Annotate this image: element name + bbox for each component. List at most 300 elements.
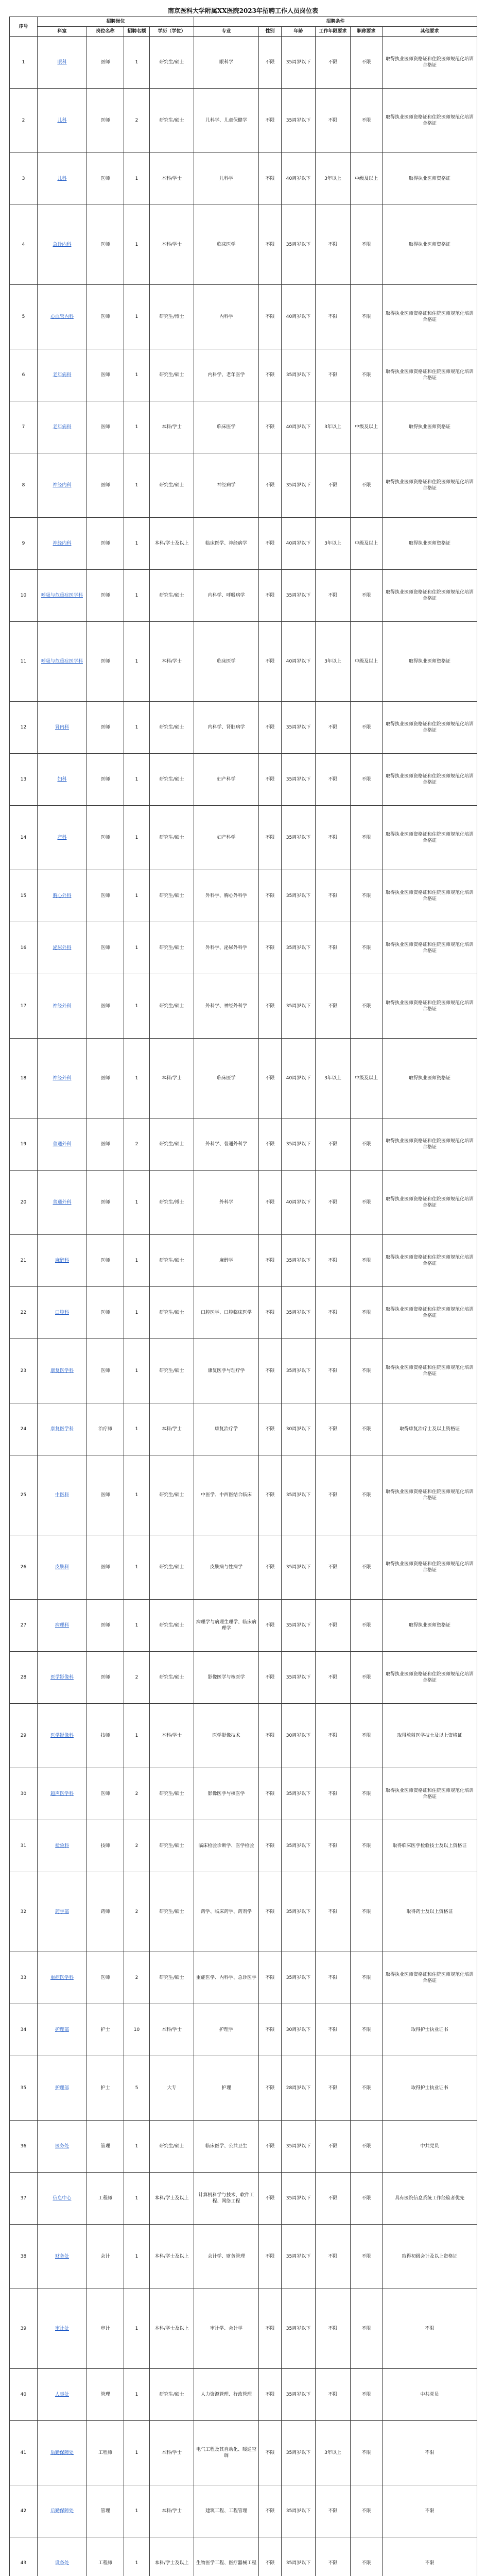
cell-age: 35周岁以下 <box>282 1535 316 1600</box>
cell-age: 40周岁以下 <box>282 285 316 349</box>
document-page <box>9 5 477 2576</box>
cell-dept[interactable]: 药学部 <box>38 1872 87 1952</box>
cell-experience: 不限 <box>316 1339 351 1403</box>
table-row <box>10 1235 477 1287</box>
cell-education: 研究生/硕士 <box>150 702 194 754</box>
cell-title-req: 不限 <box>351 922 383 974</box>
cell-seq: 37 <box>10 2173 38 2225</box>
cell-other: 不限 <box>383 2421 477 2485</box>
table-row <box>10 2537 477 2576</box>
cell-other: 取得执业医师资格证 <box>383 153 477 205</box>
cell-gender: 不限 <box>259 754 282 806</box>
cell-count: 1 <box>124 2421 150 2485</box>
cell-experience: 3年以上 <box>316 622 351 702</box>
cell-dept[interactable]: 儿科 <box>38 89 87 153</box>
cell-seq: 38 <box>10 2225 38 2289</box>
cell-dept[interactable]: 人事处 <box>38 2369 87 2421</box>
cell-gender: 不限 <box>259 89 282 153</box>
cell-title-req: 不限 <box>351 2289 383 2369</box>
cell-dept[interactable]: 妇科 <box>38 754 87 806</box>
cell-dept[interactable]: 检验科 <box>38 1820 87 1872</box>
cell-seq: 19 <box>10 1118 38 1171</box>
cell-gender: 不限 <box>259 2173 282 2225</box>
cell-post: 医师 <box>87 349 124 401</box>
cell-title-req: 中级及以上 <box>351 401 383 453</box>
cell-dept[interactable]: 康复医学科 <box>38 1403 87 1455</box>
cell-other: 取得执业医师资格证和住院医师规范化培训合格证 <box>383 1455 477 1535</box>
cell-age: 35周岁以下 <box>282 870 316 922</box>
cell-seq: 34 <box>10 2004 38 2056</box>
cell-dept[interactable]: 中医科 <box>38 1455 87 1535</box>
cell-experience: 3年以上 <box>316 401 351 453</box>
cell-seq: 16 <box>10 922 38 974</box>
cell-other: 取得护士执业证书 <box>383 2056 477 2121</box>
cell-post: 医师 <box>87 1455 124 1535</box>
table-row <box>10 1171 477 1235</box>
cell-major: 临床医学 <box>194 1039 259 1118</box>
cell-education: 本科/学士及以上 <box>150 2173 194 2225</box>
cell-seq: 12 <box>10 702 38 754</box>
cell-education: 研究生/硕士 <box>150 2369 194 2421</box>
cell-age: 35周岁以下 <box>282 89 316 153</box>
cell-dept[interactable]: 重症医学科 <box>38 1952 87 2004</box>
cell-experience: 不限 <box>316 2369 351 2421</box>
cell-count: 1 <box>124 349 150 401</box>
cell-major: 外科学 <box>194 1171 259 1235</box>
header-experience: 工作年限要求 <box>316 27 351 37</box>
cell-seq: 9 <box>10 518 38 570</box>
cell-dept[interactable]: 康复医学科 <box>38 1339 87 1403</box>
cell-dept[interactable]: 心血管内科 <box>38 285 87 349</box>
table-row <box>10 1455 477 1535</box>
cell-education: 研究生/硕士 <box>150 1535 194 1600</box>
cell-post: 医师 <box>87 1768 124 1820</box>
cell-major: 康复治疗学 <box>194 1403 259 1455</box>
cell-dept[interactable]: 普通外科 <box>38 1118 87 1171</box>
cell-education: 研究生/硕士 <box>150 1952 194 2004</box>
cell-education: 研究生/硕士 <box>150 1287 194 1339</box>
cell-post: 医师 <box>87 1600 124 1652</box>
table-row <box>10 974 477 1039</box>
cell-title-req: 不限 <box>351 2225 383 2289</box>
cell-experience: 不限 <box>316 1768 351 1820</box>
cell-major: 中医学、中西医结合临床 <box>194 1455 259 1535</box>
table-row <box>10 2121 477 2173</box>
cell-major: 临床医学、公共卫生 <box>194 2121 259 2173</box>
cell-experience: 不限 <box>316 702 351 754</box>
cell-dept[interactable]: 病理科 <box>38 1600 87 1652</box>
cell-dept[interactable]: 后勤保障处 <box>38 2485 87 2537</box>
cell-dept[interactable]: 财务处 <box>38 2225 87 2289</box>
cell-major: 审计学、会计学 <box>194 2289 259 2369</box>
cell-major: 建筑工程、工程管理 <box>194 2485 259 2537</box>
cell-other: 取得执业医师资格证和住院医师规范化培训合格证 <box>383 1287 477 1339</box>
cell-dept[interactable]: 胸心外科 <box>38 870 87 922</box>
cell-age: 30周岁以下 <box>282 1403 316 1455</box>
cell-other: 取得执业医师资格证和住院医师规范化培训合格证 <box>383 702 477 754</box>
cell-gender: 不限 <box>259 2485 282 2537</box>
cell-gender: 不限 <box>259 1339 282 1403</box>
cell-gender: 不限 <box>259 1118 282 1171</box>
cell-post: 管理 <box>87 2121 124 2173</box>
cell-major: 会计学、财务管理 <box>194 2225 259 2289</box>
cell-title-req: 不限 <box>351 1872 383 1952</box>
cell-gender: 不限 <box>259 1535 282 1600</box>
cell-title-req: 不限 <box>351 806 383 870</box>
cell-post: 医师 <box>87 622 124 702</box>
cell-gender: 不限 <box>259 1600 282 1652</box>
cell-title-req: 不限 <box>351 2056 383 2121</box>
cell-age: 35周岁以下 <box>282 349 316 401</box>
cell-major: 临床医学 <box>194 401 259 453</box>
table-row <box>10 922 477 974</box>
cell-major: 内科学、老年医学 <box>194 349 259 401</box>
cell-experience: 不限 <box>316 754 351 806</box>
cell-dept[interactable]: 设备处 <box>38 2537 87 2576</box>
cell-seq: 42 <box>10 2485 38 2537</box>
cell-count: 1 <box>124 1704 150 1768</box>
cell-major: 生物医学工程、医疗器械工程 <box>194 2537 259 2576</box>
cell-major: 临床医学、神经病学 <box>194 518 259 570</box>
cell-dept[interactable]: 后勤保障处 <box>38 2421 87 2485</box>
cell-title-req: 中级及以上 <box>351 518 383 570</box>
cell-count: 1 <box>124 1171 150 1235</box>
position-table <box>9 16 477 2576</box>
cell-post: 药师 <box>87 1872 124 1952</box>
cell-major: 护理 <box>194 2056 259 2121</box>
cell-post: 医师 <box>87 1039 124 1118</box>
cell-count: 1 <box>124 401 150 453</box>
cell-dept[interactable]: 皮肤科 <box>38 1535 87 1600</box>
cell-count: 1 <box>124 622 150 702</box>
cell-gender: 不限 <box>259 401 282 453</box>
cell-post: 管理 <box>87 2485 124 2537</box>
cell-experience: 不限 <box>316 1704 351 1768</box>
cell-age: 35周岁以下 <box>282 1235 316 1287</box>
cell-title-req: 不限 <box>351 1403 383 1455</box>
cell-post: 管理 <box>87 2369 124 2421</box>
cell-post: 医师 <box>87 1652 124 1704</box>
cell-other: 中共党员 <box>383 2121 477 2173</box>
cell-age: 40周岁以下 <box>282 1039 316 1118</box>
cell-count: 1 <box>124 518 150 570</box>
cell-post: 医师 <box>87 702 124 754</box>
cell-other: 取得执业医师资格证 <box>383 401 477 453</box>
table-row <box>10 806 477 870</box>
cell-education: 本科/学士 <box>150 2485 194 2537</box>
cell-age: 35周岁以下 <box>282 922 316 974</box>
cell-age: 35周岁以下 <box>282 1339 316 1403</box>
table-row <box>10 453 477 518</box>
cell-gender: 不限 <box>259 205 282 285</box>
cell-age: 40周岁以下 <box>282 1171 316 1235</box>
cell-age: 35周岁以下 <box>282 37 316 89</box>
cell-dept[interactable]: 普通外科 <box>38 1171 87 1235</box>
cell-age: 35周岁以下 <box>282 2225 316 2289</box>
cell-age: 35周岁以下 <box>282 1952 316 2004</box>
cell-seq: 21 <box>10 1235 38 1287</box>
cell-other: 取得执业医师资格证和住院医师规范化培训合格证 <box>383 1118 477 1171</box>
cell-dept[interactable]: 急诊内科 <box>38 205 87 285</box>
cell-education: 研究生/硕士 <box>150 570 194 622</box>
cell-experience: 不限 <box>316 1652 351 1704</box>
cell-dept[interactable]: 医务处 <box>38 2121 87 2173</box>
cell-education: 研究生/硕士 <box>150 37 194 89</box>
cell-other: 取得执业医师资格证和住院医师规范化培训合格证 <box>383 349 477 401</box>
cell-seq: 30 <box>10 1768 38 1820</box>
cell-experience: 不限 <box>316 285 351 349</box>
header-group-row <box>10 17 477 27</box>
cell-dept[interactable]: 护理部 <box>38 2056 87 2121</box>
cell-major: 口腔医学、口腔临床医学 <box>194 1287 259 1339</box>
cell-dept[interactable]: 老年病科 <box>38 349 87 401</box>
cell-title-req: 不限 <box>351 870 383 922</box>
cell-education: 研究生/硕士 <box>150 1339 194 1403</box>
cell-major: 外科学、泌尿外科学 <box>194 922 259 974</box>
cell-dept[interactable]: 肾内科 <box>38 702 87 754</box>
cell-major: 妇产科学 <box>194 806 259 870</box>
cell-count: 1 <box>124 453 150 518</box>
cell-title-req: 不限 <box>351 702 383 754</box>
cell-count: 1 <box>124 2289 150 2369</box>
cell-count: 2 <box>124 1652 150 1704</box>
cell-other: 不限 <box>383 2537 477 2576</box>
cell-count: 2 <box>124 89 150 153</box>
cell-dept[interactable]: 超声医学科 <box>38 1768 87 1820</box>
cell-count: 1 <box>124 1455 150 1535</box>
cell-title-req: 不限 <box>351 285 383 349</box>
cell-other: 取得执业医师资格证和住院医师规范化培训合格证 <box>383 922 477 974</box>
cell-other: 取得执业医师资格证和住院医师规范化培训合格证 <box>383 570 477 622</box>
cell-count: 2 <box>124 1952 150 2004</box>
cell-post: 医师 <box>87 1287 124 1339</box>
cell-dept[interactable]: 呼吸与危重症医学科 <box>38 570 87 622</box>
table-row <box>10 754 477 806</box>
cell-gender: 不限 <box>259 1872 282 1952</box>
cell-age: 30周岁以下 <box>282 2004 316 2056</box>
cell-count: 1 <box>124 1403 150 1455</box>
cell-seq: 2 <box>10 89 38 153</box>
cell-count: 1 <box>124 1600 150 1652</box>
cell-dept[interactable]: 老年病科 <box>38 401 87 453</box>
cell-dept[interactable]: 医学影像科 <box>38 1704 87 1768</box>
cell-dept[interactable]: 神经外科 <box>38 974 87 1039</box>
table-row <box>10 1039 477 1118</box>
cell-title-req: 不限 <box>351 453 383 518</box>
cell-post: 治疗师 <box>87 1403 124 1455</box>
cell-age: 35周岁以下 <box>282 2485 316 2537</box>
cell-post: 医师 <box>87 1235 124 1287</box>
cell-title-req: 不限 <box>351 2004 383 2056</box>
cell-experience: 不限 <box>316 974 351 1039</box>
cell-count: 1 <box>124 806 150 870</box>
cell-title-req: 不限 <box>351 754 383 806</box>
cell-dept[interactable]: 麻醉科 <box>38 1235 87 1287</box>
cell-gender: 不限 <box>259 1820 282 1872</box>
cell-education: 本科/学士及以上 <box>150 2225 194 2289</box>
header-group-position: 招聘岗位 <box>38 17 194 27</box>
cell-other: 取得执业医师资格证和住院医师规范化培训合格证 <box>383 754 477 806</box>
cell-major: 内科学、呼吸病学 <box>194 570 259 622</box>
cell-other: 取得执业医师资格证和住院医师规范化培训合格证 <box>383 453 477 518</box>
cell-gender: 不限 <box>259 153 282 205</box>
cell-count: 1 <box>124 974 150 1039</box>
header-group-requirements: 招聘条件 <box>194 17 477 27</box>
cell-dept[interactable]: 眼科 <box>38 37 87 89</box>
cell-post: 护士 <box>87 2056 124 2121</box>
cell-seq: 35 <box>10 2056 38 2121</box>
cell-experience: 不限 <box>316 1600 351 1652</box>
cell-count: 2 <box>124 1118 150 1171</box>
table-row <box>10 2485 477 2537</box>
cell-age: 35周岁以下 <box>282 1652 316 1704</box>
cell-major: 电气工程及其自动化、暖通空调 <box>194 2421 259 2485</box>
cell-age: 35周岁以下 <box>282 453 316 518</box>
cell-major: 临床医学 <box>194 622 259 702</box>
cell-dept[interactable]: 信息中心 <box>38 2173 87 2225</box>
cell-seq: 25 <box>10 1455 38 1535</box>
cell-experience: 不限 <box>316 1952 351 2004</box>
cell-age: 35周岁以下 <box>282 2289 316 2369</box>
cell-title-req: 不限 <box>351 2421 383 2485</box>
cell-other: 取得康复治疗士及以上资格证 <box>383 1403 477 1455</box>
cell-experience: 不限 <box>316 2289 351 2369</box>
document-title: 南京医科大学附属XX医院2023年招聘工作人员岗位表 <box>167 7 319 14</box>
cell-dept[interactable]: 儿科 <box>38 153 87 205</box>
cell-education: 研究生/硕士 <box>150 806 194 870</box>
header-dept: 科室 <box>38 27 87 37</box>
cell-education: 研究生/硕士 <box>150 453 194 518</box>
cell-experience: 不限 <box>316 453 351 518</box>
cell-post: 医师 <box>87 570 124 622</box>
cell-experience: 不限 <box>316 2225 351 2289</box>
table-row <box>10 1652 477 1704</box>
cell-seq: 39 <box>10 2289 38 2369</box>
table-row <box>10 1768 477 1820</box>
cell-title-req: 不限 <box>351 2537 383 2576</box>
cell-gender: 不限 <box>259 1952 282 2004</box>
cell-education: 本科/学士 <box>150 401 194 453</box>
cell-count: 2 <box>124 1820 150 1872</box>
cell-experience: 不限 <box>316 1171 351 1235</box>
cell-other: 取得执业医师资格证和住院医师规范化培训合格证 <box>383 89 477 153</box>
cell-post: 医师 <box>87 1118 124 1171</box>
cell-experience: 不限 <box>316 349 351 401</box>
cell-gender: 不限 <box>259 518 282 570</box>
cell-count: 10 <box>124 2004 150 2056</box>
cell-seq: 31 <box>10 1820 38 1872</box>
table-row <box>10 1952 477 2004</box>
table-row <box>10 570 477 622</box>
cell-dept[interactable]: 产科 <box>38 806 87 870</box>
table-row <box>10 1287 477 1339</box>
cell-other: 取得放射医学技士及以上资格证 <box>383 1704 477 1768</box>
cell-count: 1 <box>124 570 150 622</box>
cell-age: 40周岁以下 <box>282 153 316 205</box>
cell-dept[interactable]: 泌尿外科 <box>38 922 87 974</box>
cell-age: 35周岁以下 <box>282 754 316 806</box>
table-row <box>10 2004 477 2056</box>
cell-gender: 不限 <box>259 922 282 974</box>
cell-gender: 不限 <box>259 1768 282 1820</box>
cell-age: 35周岁以下 <box>282 1118 316 1171</box>
cell-major: 儿科学 <box>194 153 259 205</box>
cell-experience: 不限 <box>316 2004 351 2056</box>
cell-post: 技师 <box>87 1704 124 1768</box>
cell-dept[interactable]: 神经内科 <box>38 518 87 570</box>
cell-age: 40周岁以下 <box>282 622 316 702</box>
cell-dept[interactable]: 护理部 <box>38 2004 87 2056</box>
cell-experience: 不限 <box>316 37 351 89</box>
cell-other: 取得执业医师资格证和住院医师规范化培训合格证 <box>383 285 477 349</box>
cell-dept[interactable]: 医学影像科 <box>38 1652 87 1704</box>
cell-age: 35周岁以下 <box>282 1872 316 1952</box>
cell-education: 研究生/硕士 <box>150 89 194 153</box>
cell-seq: 3 <box>10 153 38 205</box>
header-title-req: 职称要求 <box>351 27 383 37</box>
cell-major: 妇产科学 <box>194 754 259 806</box>
cell-post: 医师 <box>87 1952 124 2004</box>
cell-gender: 不限 <box>259 1652 282 1704</box>
table-row <box>10 870 477 922</box>
cell-education: 本科/学士 <box>150 2421 194 2485</box>
cell-major: 影像医学与核医学 <box>194 1652 259 1704</box>
cell-gender: 不限 <box>259 702 282 754</box>
cell-education: 研究生/博士 <box>150 285 194 349</box>
cell-count: 1 <box>124 37 150 89</box>
cell-dept[interactable]: 呼吸与危重症医学科 <box>38 622 87 702</box>
cell-education: 研究生/硕士 <box>150 1820 194 1872</box>
cell-count: 1 <box>124 2225 150 2289</box>
cell-other: 取得执业医师资格证 <box>383 1600 477 1652</box>
cell-count: 1 <box>124 1287 150 1339</box>
cell-dept[interactable]: 审计处 <box>38 2289 87 2369</box>
cell-title-req: 不限 <box>351 1171 383 1235</box>
cell-count: 1 <box>124 205 150 285</box>
cell-count: 1 <box>124 2537 150 2576</box>
cell-experience: 不限 <box>316 1535 351 1600</box>
cell-dept[interactable]: 神经外科 <box>38 1039 87 1118</box>
cell-post: 技师 <box>87 1820 124 1872</box>
header-other: 其他要求 <box>383 27 477 37</box>
cell-count: 1 <box>124 702 150 754</box>
cell-experience: 不限 <box>316 1118 351 1171</box>
cell-dept[interactable]: 神经内科 <box>38 453 87 518</box>
table-row <box>10 285 477 349</box>
cell-gender: 不限 <box>259 2121 282 2173</box>
cell-dept[interactable]: 口腔科 <box>38 1287 87 1339</box>
cell-experience: 不限 <box>316 922 351 974</box>
header-row <box>10 27 477 37</box>
cell-count: 1 <box>124 2485 150 2537</box>
cell-seq: 17 <box>10 974 38 1039</box>
cell-age: 35周岁以下 <box>282 1455 316 1535</box>
cell-count: 1 <box>124 285 150 349</box>
cell-seq: 6 <box>10 349 38 401</box>
cell-other: 取得初级会计及以上资格证 <box>383 2225 477 2289</box>
cell-education: 研究生/硕士 <box>150 1235 194 1287</box>
cell-count: 1 <box>124 2173 150 2225</box>
cell-other: 不限 <box>383 2289 477 2369</box>
cell-gender: 不限 <box>259 2421 282 2485</box>
cell-gender: 不限 <box>259 1455 282 1535</box>
cell-experience: 不限 <box>316 1820 351 1872</box>
cell-other: 取得执业医师资格证和住院医师规范化培训合格证 <box>383 1171 477 1235</box>
cell-seq: 29 <box>10 1704 38 1768</box>
cell-seq: 18 <box>10 1039 38 1118</box>
cell-post: 医师 <box>87 89 124 153</box>
cell-gender: 不限 <box>259 1235 282 1287</box>
